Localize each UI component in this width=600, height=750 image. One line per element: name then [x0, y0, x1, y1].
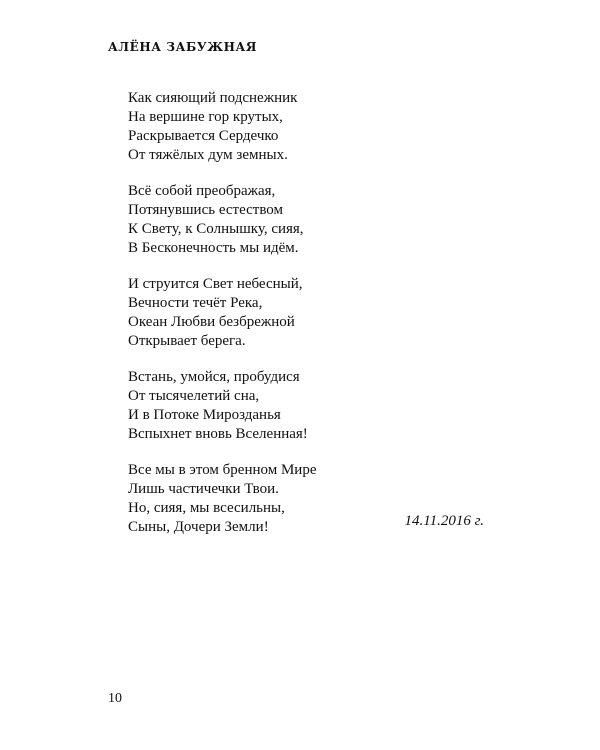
poem-line: От тысячелетий сна, — [128, 388, 260, 404]
stanza-4 — [128, 368, 508, 444]
page-number: 10 — [108, 691, 122, 706]
poem — [128, 89, 508, 554]
poem-line: В Бесконечность мы идём. — [128, 240, 299, 256]
poem-line: К Свету, к Солнышку, сияя, — [128, 221, 304, 237]
poem-line: Всё собой преображая, — [128, 183, 276, 199]
poem-line: Сыны, Дочери Земли! — [128, 519, 269, 535]
poem-date: 14.11.2016 г. — [404, 513, 484, 529]
poem-line: Океан Любви безбрежной — [128, 314, 295, 330]
poem-line: На вершине гор крутых, — [128, 109, 283, 125]
stanza-2 — [128, 182, 508, 258]
poem-line: Как сияющий подснежник — [128, 90, 298, 106]
stanza-3 — [128, 275, 508, 351]
poem-line: Все мы в этом бренном Мире — [128, 462, 317, 478]
poem-line: Лишь частичечки Твои. — [128, 481, 279, 497]
poem-line: От тяжёлых дум земных. — [128, 147, 288, 163]
poem-line: Раскрывается Сердечко — [128, 128, 279, 144]
poem-line: Потянувшись естеством — [128, 202, 284, 218]
poem-line: И в Потоке Мирозданья — [128, 407, 281, 423]
poem-line: Открывает берега. — [128, 333, 246, 349]
stanza-1 — [128, 89, 508, 165]
poem-line: Вечности течёт Река, — [128, 295, 263, 311]
poem-line: Вспыхнет вновь Вселенная! — [128, 426, 308, 442]
poem-line: И струится Свет небесный, — [128, 276, 303, 292]
running-header-author: АЛЁНА ЗАБУЖНАЯ — [108, 40, 258, 54]
poem-line: Встань, умойся, пробудися — [128, 369, 300, 385]
poem-line: Но, сияя, мы всесильны, — [128, 500, 285, 516]
